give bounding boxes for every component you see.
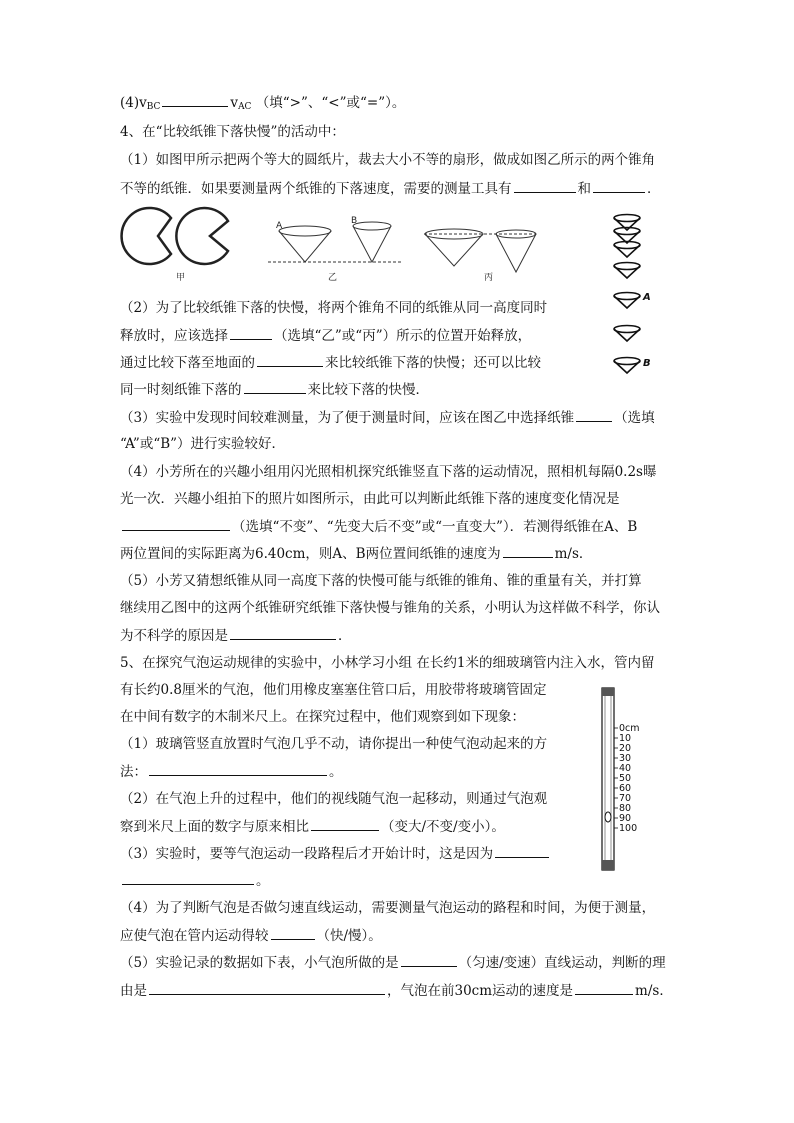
- q4-p5-line1: （5）小芳又猜想纸锥从同一高度下落的快慢可能与纸锥的锥角、锥的重量有关，并打算: [120, 573, 642, 589]
- q4-p2-line4: 同一时刻纸锥下落的 来比较下落的快慢．: [120, 379, 429, 400]
- q5-p3-line2: 。: [120, 870, 270, 891]
- ruler-label: 100: [619, 823, 638, 834]
- answer-blank[interactable]: [162, 92, 228, 107]
- q4-p4-line2: 光一次．兴趣小组拍下的照片如图所示，由此可以判断此纸锥下落的速度变化情况是: [120, 491, 620, 507]
- answer-blank[interactable]: [495, 843, 549, 858]
- q4-title: 4、在“比较纸锥下落快慢”的活动中：: [120, 124, 345, 140]
- q4-p2-line2: 释放时，应该选择 （选填“乙”或“丙”）所示的位置开始释放，: [120, 325, 531, 346]
- ruler-label: 60: [619, 783, 632, 794]
- q5-p4-line2: 应使气泡在管内运动得较 （快/慢）。: [120, 925, 382, 946]
- q4-p2-line3: 通过比较下落至地面的 来比较纸锥下落的快慢；还可以比较: [120, 352, 541, 373]
- fig-label-bing: 丙: [484, 273, 494, 283]
- flash-label-a: A: [643, 292, 651, 303]
- q4-p4-line1: （4）小芳所在的兴趣小组用闪光照相机探究纸锥竖直下落的运动情况，照相机每隔0.2s曝: [120, 464, 657, 480]
- ruler-label: 90: [619, 813, 632, 824]
- answer-blank[interactable]: [593, 178, 645, 193]
- fig-label-a: A: [276, 221, 283, 231]
- fig-label-b: B: [351, 216, 358, 226]
- q4-p2-line1: （2）为了比较纸锥下落的快慢，将两个锥角不同的纸锥从同一高度同时: [120, 300, 548, 316]
- ruler-label: 70: [619, 793, 632, 804]
- glass-tube-ruler-figure: [596, 684, 656, 874]
- q5-p1-line1: （1）玻璃管竖直放置时气泡几乎不动，请你提出一种使气泡动起来的方: [120, 736, 548, 752]
- answer-blank[interactable]: [401, 952, 457, 967]
- paper-cone-figures: [118, 206, 558, 288]
- fig-label-jia: 甲: [176, 273, 186, 283]
- answer-blank[interactable]: [503, 543, 553, 558]
- q5-p2-line2: 察到米尺上面的数字与原来相比 （变大/不变/变小）。: [120, 816, 505, 837]
- q3-part4-line: $(4)v_{BC}$ $v_{AC}$ （填“>”、“<”或“=”）。: [120, 92, 405, 117]
- ruler-label: 50: [619, 773, 632, 784]
- q5-p3-line1: （3）实验时，要等气泡运动一段路程后才开始计时，这是因为: [120, 843, 551, 864]
- answer-blank[interactable]: [244, 379, 306, 394]
- flash-photo-cones: [605, 210, 665, 380]
- ruler-label: 20: [619, 743, 632, 754]
- q4-p1-line1: （1）如图甲所示把两个等大的圆纸片，裁去大小不等的扇形，做成如图乙所示的两个锥角: [120, 152, 656, 168]
- flash-label-b: B: [643, 358, 651, 369]
- q5-title-line3: 在中间有数字的木制米尺上。在探究过程中，他们观察到如下现象：: [120, 709, 525, 725]
- q5-p4-line1: （4）为了判断气泡是否做匀速直线运动，需要测量气泡运动的路程和时间，为便于测量，: [120, 900, 656, 916]
- q4-p3-line1: （3）实验中发现时间较难测量，为了便于测量时间，应该在图乙中选择纸锥 （选填: [120, 407, 655, 428]
- answer-blank[interactable]: [575, 980, 633, 995]
- cut-disc-small-icon: [176, 208, 228, 264]
- q5-title-line1: 5、在探究气泡运动规律的实验中，小林学习小组 在长约1米的细玻璃管内注入水，管内留: [120, 655, 655, 671]
- fig-label-yi: 乙: [328, 273, 338, 283]
- q4-p5-line2: 继续用乙图中的这两个纸锥研究纸锥下落快慢与锥角的关系，小明认为这样做不科学，你认: [120, 600, 660, 616]
- answer-blank[interactable]: [230, 325, 272, 340]
- ruler-label: 30: [619, 753, 632, 764]
- answer-blank[interactable]: [311, 816, 379, 831]
- answer-blank[interactable]: [271, 925, 315, 940]
- q5-title-line2: 有长约0.8厘米的气泡，他们用橡皮塞塞住管口后，用胶带将玻璃管固定: [120, 682, 547, 698]
- q5-p5-line1: （5）实验记录的数据如下表，小气泡所做的是 （匀速/变速）直线运动，判断的理: [120, 952, 666, 973]
- answer-blank[interactable]: [122, 516, 230, 531]
- answer-blank[interactable]: [257, 352, 323, 367]
- answer-blank[interactable]: [230, 625, 336, 640]
- ruler-label: 0cm: [619, 723, 640, 734]
- q4-p5-line3: 为不科学的原因是 ．: [120, 625, 352, 646]
- q4-p3-line2: “A”或“B”）进行实验较好．: [120, 436, 286, 452]
- answer-blank[interactable]: [514, 178, 576, 193]
- answer-blank[interactable]: [149, 980, 385, 995]
- q4-p4-line4: 两位置间的实际距离为6.40cm，则A、B两位置间纸锥的速度为 m/s．: [120, 543, 592, 564]
- answer-blank[interactable]: [122, 870, 254, 885]
- cut-disc-large-icon: [122, 208, 171, 264]
- ruler-label: 80: [619, 803, 632, 814]
- answer-blank[interactable]: [149, 761, 327, 776]
- q5-p2-line1: （2）在气泡上升的过程中，他们的视线随气泡一起移动，则通过气泡观: [120, 791, 548, 807]
- answer-blank[interactable]: [576, 407, 612, 422]
- q4-p4-line3: （选填“不变”、“先变大后不变”或“一直变大”）．若测得纸锥在A、B: [120, 516, 637, 537]
- q5-p1-line2: 法： 。: [120, 761, 343, 782]
- q4-p1-line2: 不等的纸锥．如果要测量两个纸锥的下落速度，需要的测量工具有 和 ．: [120, 178, 661, 199]
- q5-p5-line2: 由是 ，气泡在前30cm运动的速度是 m/s．: [120, 980, 673, 1001]
- ruler-label: 10: [619, 733, 632, 744]
- ruler-label: 40: [619, 763, 632, 774]
